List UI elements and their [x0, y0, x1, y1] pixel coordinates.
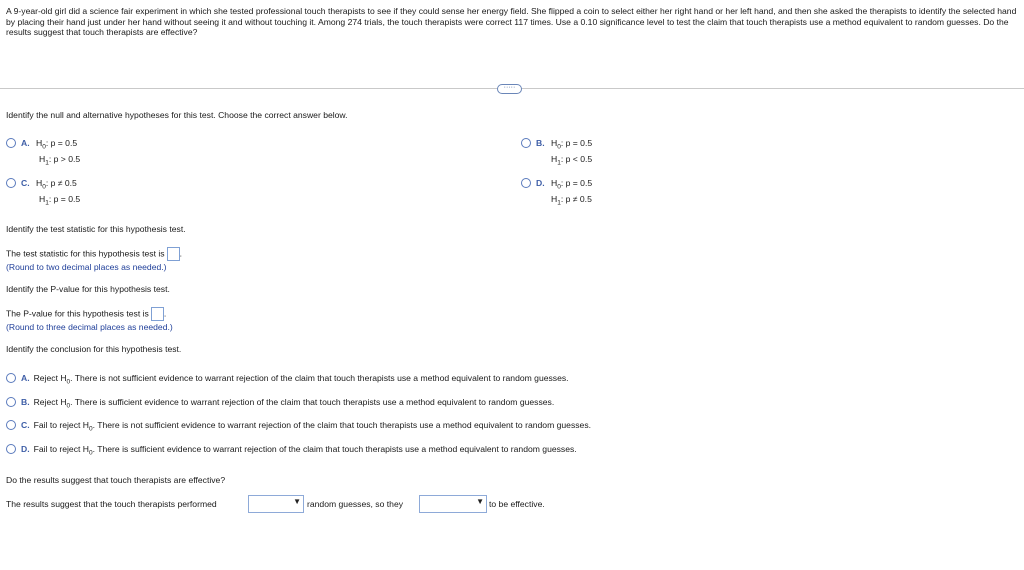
performance-dropdown[interactable]	[248, 495, 304, 513]
conclusion-option-c[interactable]: C. Fail to reject $H_0$. There is not sufficient evidence to warrant rejection of the claim that touch therapists use a method equivalent to random guesses.	[6, 420, 591, 433]
hypothesis-option-d[interactable]: D. $H_0$: p = 0.5	[521, 178, 592, 191]
radio-button[interactable]	[6, 397, 16, 407]
null-hypothesis: $H_0$: p = 0.5	[550, 178, 593, 191]
effectiveness-part1: The results suggest that the touch therapists performed	[6, 499, 217, 509]
p-value-line: The P-value for this hypothesis test is .	[6, 307, 166, 321]
test-statistic-input[interactable]	[167, 247, 180, 261]
dropdown-arrow-icon: ▼	[293, 497, 301, 506]
conclusion-option-a[interactable]: A. Reject $H_0$. There is not sufficient evidence to warrant rejection of the claim that touch therapists use a method equivalent to random guesses.	[6, 373, 569, 386]
test-statistic-hint: (Round to two decimal places as needed.)	[6, 262, 167, 272]
test-statistic-prompt: Identify the test statistic for this hypothesis test.	[6, 224, 186, 234]
alt-hypothesis-d: $H_1$: p ≠ 0.5	[551, 194, 592, 207]
radio-button[interactable]	[6, 444, 16, 454]
p-value-hint: (Round to three decimal places as needed.)	[6, 322, 173, 332]
radio-button[interactable]	[521, 178, 531, 188]
conclusion-prompt: Identify the conclusion for this hypothesis test.	[6, 344, 182, 354]
alt-hypothesis-a: $H_1$: p > 0.5	[39, 154, 81, 167]
conclusion-option-d[interactable]: D. Fail to reject $H_0$. There is sufficient evidence to warrant rejection of the claim that touch therapists use a method equivalent to random guesses.	[6, 444, 577, 457]
alt-hypothesis-c: $H_1$: p = 0.5	[39, 194, 81, 207]
radio-button[interactable]	[6, 178, 16, 188]
radio-button[interactable]	[6, 420, 16, 430]
null-hypothesis: $H_0$: p = 0.5	[35, 138, 78, 151]
hypothesis-option-b[interactable]: B. $H_0$: p = 0.5	[521, 138, 592, 151]
hypothesis-option-a[interactable]: A. $H_0$: p = 0.5	[6, 138, 77, 151]
conclusion-option-b[interactable]: B. Reject $H_0$. There is sufficient evidence to warrant rejection of the claim that touch therapists use a method equivalent to random guesses.	[6, 397, 554, 410]
expand-more-button[interactable]: ·····	[497, 84, 522, 94]
test-statistic-line: The test statistic for this hypothesis test is .	[6, 247, 182, 261]
dropdown-arrow-icon: ▼	[476, 497, 484, 506]
radio-button[interactable]	[6, 138, 16, 148]
alt-hypothesis-b: $H_1$: p < 0.5	[551, 154, 593, 167]
effectiveness-dropdown[interactable]	[419, 495, 487, 513]
hypotheses-prompt: Identify the null and alternative hypotheses for this test. Choose the correct answer below.	[6, 110, 348, 120]
p-value-input[interactable]	[151, 307, 164, 321]
effectiveness-part2: random guesses, so they	[307, 499, 404, 509]
radio-button[interactable]	[521, 138, 531, 148]
effectiveness-prompt: Do the results suggest that touch therapists are effective?	[6, 475, 226, 485]
null-hypothesis: $H_0$: p = 0.5	[550, 138, 593, 151]
hypothesis-option-c[interactable]: C. $H_0$: p ≠ 0.5	[6, 178, 77, 191]
p-value-prompt: Identify the P-value for this hypothesis test.	[6, 284, 170, 294]
null-hypothesis: $H_0$: p ≠ 0.5	[35, 178, 77, 191]
problem-statement: A 9-year-old girl did a science fair experiment in which she tested professional touch therapists to see if they could sense her energy field. She flipped a coin to select either her right hand or her left hand, and then she asked the therapists to identify the selected hand by placing their hand just under her hand without seeing it and without touching it. Among 274 trials, the touch therapists were correct 117 times. Use a 0.10 significance level to test the claim that touch therapists use a method equivalent to random guesses. Do the results suggest that touch therapists are effective?	[6, 6, 1017, 38]
radio-button[interactable]	[6, 373, 16, 383]
effectiveness-part3: to be effective.	[489, 499, 545, 509]
